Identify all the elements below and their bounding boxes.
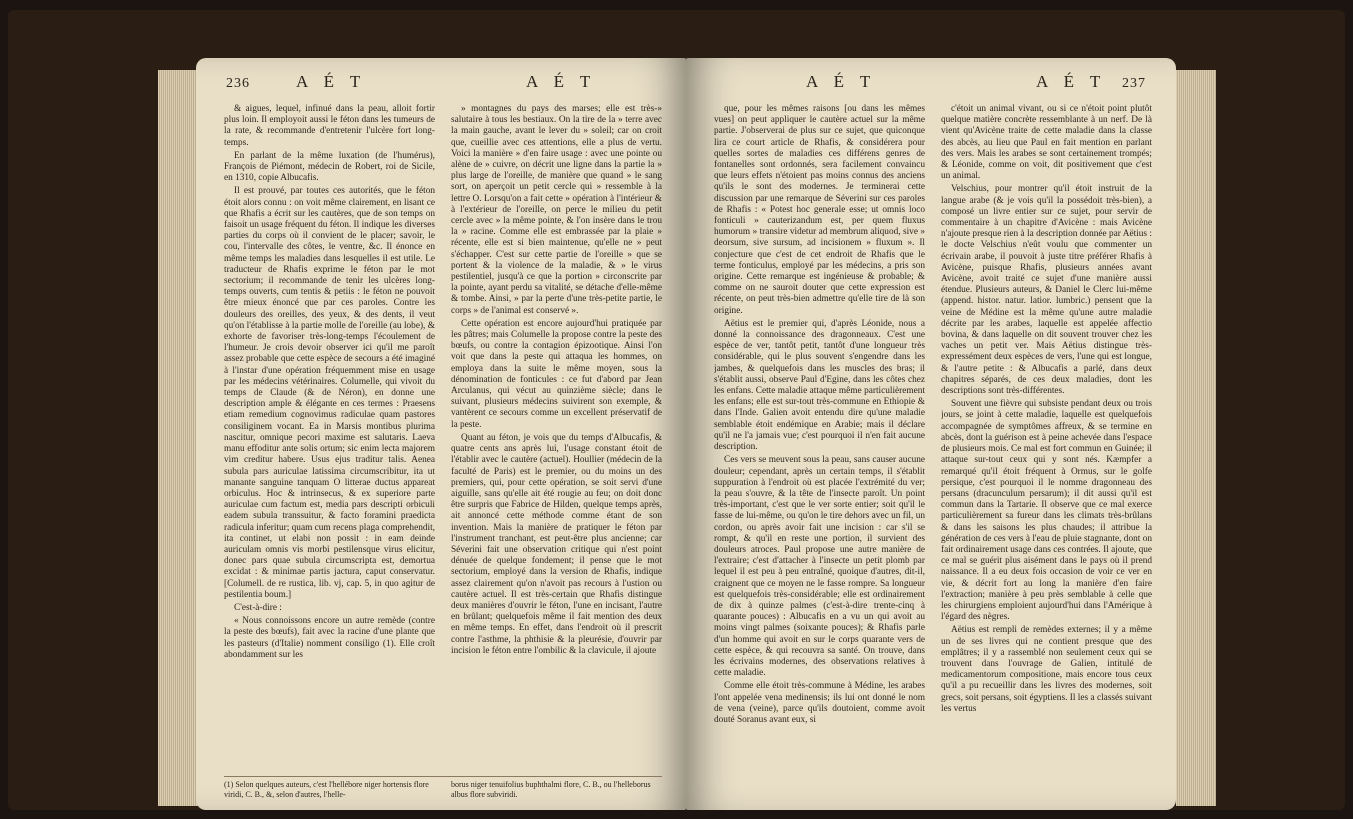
right-running-title-2: A É T (1036, 72, 1107, 91)
left-running-title-2: A É T (526, 72, 597, 91)
right-running-head (716, 72, 1146, 96)
paragraph: Quant au féton, je vois que du temps d'Albucafis, & quatre cents ans après lui, l'usage constant étoit de l'établir avec le cautère (actuel). Houllier (médecin de la faculté de Paris) est le premier, ou du moins un des premiers, qui, pour cette opération, se soit servi d'une aiguille, sans qu'elle ait été rougie au feu; on doit donc être surpris que Fabrice de Hilden, quelque temps après, ait annoncé cette méthode comme étant de son invention. Mais la manière de pratiquer le féton par l'instrument tranchant, est peut-être plus ancienne; car Séverini fait une observation critique qui n'est point dénuée de quelque fondement; il pense que le mot sectorium, employé dans la version de Rhafis, indique assez clairement qu'on n'avoit pas recours à l'ustion ou cautère actuel. Il est très-certain que Rhafis distingue deux manières d'ouvrir le féton, l'une en incisant, l'autre en brûlant; quelquefois même il fait mention des deux en même temps. En effet, dans l'endroit où il prescrit contre l'asthme, la phthisie & la pleurésie, d'ouvrir par incision le féton entre l'ombilic & la clavicule, il ajoute (451, 432, 662, 656)
paragraph: Il est prouvé, par toutes ces autorités, que le féton étoit alors connu : on voit même clairement, en lisant ce que Rhafis a écrit sur les cautères, que de son temps on faisoit un usage fréquent du féton. Il indique les diverses parties du corps où il convient de le placer; savoir, le cou, l'intervalle des côtes, le ventre, &c. Il énonce en même temps les maladies dans lesquelles il est utile. Le traducteur de Rhafis exprime le féton par le mot sectorium; il recommande de tenir les ulcères long-temps ouverts, cum tentis & petiis : le féton ne pouvoit être mieux énoncé que par ces paroles. Contre les douleurs des oreilles, des yeux, & des dents, il veut qu'on l'établisse à la partie molle de l'oreille (au lobe), & exhorte de favoriser très-long-temps l'écoulement de l'humeur. Je crois devoir observer ici qu'il me paroît assez probable que cette espèce de secours a été imaginé à l'instar d'une opération fréquemment mise en usage par les médecins vétérinaires. Columelle, qui vivoit du temps de Claude (& de Néron), en donne une description ample & élégante en ces termes : Praesens etiam remedium cognovimus radiculae quam pastores consiliginem vocant. Ea in Marsis montibus plurima nascitur, omnique pecori maxime est salutaris. Laeva manu effoditur ante solis ortum; sic enim lecta majorem vim creditur habere. Usus ejus traditur talis. Aenea subula pars auriculae latissima circumscribitur, ita ut manante sanguine tanquam O litterae ductus appareat orbiculus. Hoc & intrinsecus, & ex superiore parte auriculae cum factum est, media pars descripti orbiculi eadem subula transsuitur, & facto foramini praedicta radicula inferitur; quam cum recens plaga comprehendit, ita continet, ut elabi non possit : in eam deinde auriculam omnis vis morbi pestilensque virus elicitur, donec pars quae subula circumscripta est, demortua excidat : & minimae partis jactura, caput conservatur. [Columell. de re rustica, lib. vj, cap. 5, in quo agitur de pestilentia boum.] (224, 186, 435, 600)
footnote: borus niger tenuifolius buphthalmi flore, C. B., ou l'helleborus albus flore subviridi. (451, 780, 651, 799)
paragraph: Comme elle étoit très-commune à Médine, les arabes l'ont appelée vena medinensis; ils lui ont donné le nom de vena (veine), parce qu'ils doutoient, comme avoit douté Soranus avant eux, si (714, 681, 925, 725)
left-column-1 (224, 104, 435, 770)
left-page (196, 58, 686, 810)
paragraph: C'est-à-dire : (234, 602, 282, 613)
paragraph: Aëtius est rempli de remèdes externes; il y a même un de ses livres qui ne contient presque que des emplâtres; il y a rassemblé non seulement ceux qui se trouvent dans l'ouvrage de Galien, intitulé de medicamentorum compositione, mais encore tous ceux qu'il a pu recueillir dans les livres des modernes, soit grecs, soit persans, soit égyptiens. Il les a classés suivant les vertus (941, 625, 1152, 714)
left-footnotes (224, 776, 662, 800)
right-page-edges (1176, 70, 1216, 806)
paragraph: Souvent une fièvre qui subsiste pendant deux ou trois jours, se joint à cette maladie, laquelle est quelquefois accompagnée de symptômes affreux, & se termine en abcès, dont la guérison est à peine achevée dans l'espace de plusieurs mois. Ce mal est fort commun en Guinée; il attaque sur-tout ceux qui y sont nés. Kæmpfer a remarqué qu'il étoit fréquent à Ormus, sur le golfe persique, c'est pourquoi il le nomme dragonneau des persans (dracunculum persarum); il dit aussi qu'il est commun dans la Tartarie. Il observe que ce mal exerce particulièrement sa fureur dans les climats très-brûlans & dans les saisons les plus chaudes; il attribue la génération de ces vers à l'eau de pluie stagnante, dont on fait ordinairement usage dans ces contrées. Il ajoute, que ce mal se guérit plus aisément dans le pays où il prend naissance. Il a eu deux fois occasion de voir ce ver en vie, & décrit fort au long la manière d'en faire l'extraction; manière à peu près semblable à celle que les chirurgiens emploient aujourd'hui dans l'Amérique à l'égard des nègres. (941, 399, 1152, 623)
right-page (686, 58, 1176, 810)
paragraph: c'étoit un animal vivant, ou si ce n'étoit point plutôt quelque matière concrète ressemblante à un nerf. De là vient qu'Avicène traite de cette maladie dans la classe des abcès, au lieu que Paul en fait mention en parlant des vers. Mais les arabes se sont certainement trompés; & Léonide, comme on voit, dit positivement que c'est un animal. (941, 104, 1152, 182)
paragraph: En parlant de la même luxation (de l'humérus), François de Piémont, médecin de Robert, roi de Sicile, en 1310, copie Albucafis. (224, 150, 435, 184)
paragraph: « Nous connoissons encore un autre remède (contre la peste des bœufs), fait avec la racine d'une plante que les pasteurs (d'Italie) nomment consiligo (1). Elle croît abondamment sur les (224, 616, 435, 660)
paragraph: Aëtius est le premier qui, d'après Léonide, nous a donné la connoissance des dragonneaux. C'est une espèce de ver, tantôt petit, tantôt d'une longueur très considérable, qui le plus souvent s'engendre dans les jambes, & quelquefois dans les muscles des bras; il s'établit aussi, observe Paul d'Egine, dans les côtes chez les enfans. Cette maladie attaque même particulièrement les enfans; elle est sur-tout très-commune en Ethiopie & dans l'Inde. Galien avoit entendu dire qu'une maladie semblable étoit endémique en Arabie; mais il déclare qu'il ne l'a jamais vue; c'est pourquoi il n'en fait aucune description. (714, 318, 925, 453)
right-running-title-1: A É T (806, 72, 877, 91)
left-running-head (226, 72, 656, 96)
paragraph: & aigues, lequel, infinué dans la peau, alloit fortir plus loin. Il employoit aussi le féton dans les tumeurs de la rate, & recommande d'entretenir l'ulcère fort long-temps. (224, 104, 435, 148)
right-page-number: 237 (1122, 76, 1146, 91)
left-page-number: 236 (226, 76, 250, 91)
footnote: (1) Selon quelques auteurs, c'est l'hellébore niger hortensis flore viridi, C. B., &, selon d'autres, l'helle- (224, 780, 429, 799)
paragraph: Velschius, pour montrer qu'il étoit instruit de la langue arabe (& je vois qu'il la possédoit très-bien), a composé un livre entier sur ce sujet, pour servir de commentaire à un chapitre d'Avicène : mais Avicène n'ajoute presque rien à la description donnée par Aëtius : le docte Velschius n'eût voulu que commenter un écrivain arabe, il pouvoit à juste titre préférer Rhafis à Avicène, puisque Rhafis, plusieurs années avant Avicène, avoit traité ce sujet d'une manière aussi étendue. Plusieurs auteurs, & Daniel le Clerc lui-même (append. histor. natur. latior. lumbric.) pensent que la veine de Médine est la même qu'une autre maladie décrite par les arabes, laquelle est appelée affectio bovina, & dans laquelle on dit souvent trouver chez les vaches un petit ver. Mais Aëtius distingue très-expressément deux espèces de vers, l'une qui est longue, & l'autre petite : & Albucafis a parlé, dans deux chapitres séparés, de ces deux maladies, dont les descriptions sont très-différentes. (941, 184, 1152, 397)
right-columns (714, 104, 1152, 800)
book (8, 10, 1345, 810)
paragraph: que, pour les mêmes raisons [ou dans les mêmes vues] on peut appliquer le cautère actuel sur la même partie. J'observerai de plus sur ce sujet, que quiconque lira ce court article de Rhafis, & considérera pour quelles sortes de maladies ces différens genres de fontanelles sont ordonnés, sera facilement convaincu que leurs effets n'étoient pas moins connus des anciens qu'ils le sont des modernes. Je terminerai cette discussion par une remarque de Séverini sur ces paroles de Rhafis : « Potest hoc generale esse; ut omnis loco fonticuli » cauterizandum est, per quem fluxus humorum » transire videtur ad membrum aliquod, sive » deorsum, sive sursum, ad incisionem » fluxum ». Il conjecture que c'est de cet endroit de Rhafis que le terme fonticulus, employé par les médecins, a pris son origine. Cette remarque est ingénieuse & probable; & comme on ne sauroit douter que cette expression est récente, on peut très-bien admettre qu'elle tire de là son origine. (714, 104, 925, 316)
right-column-1 (714, 104, 925, 800)
left-columns (224, 104, 662, 770)
right-column-2 (941, 104, 1152, 800)
left-column-2 (451, 104, 662, 770)
paragraph: Ces vers se meuvent sous la peau, sans causer aucune douleur; cependant, après un certain temps, il s'établit suppuration à l'endroit où est placée l'extrémité du ver; la peau s'ouvre, & la tête de l'insecte paroît. Un point très-important, c'est que le ver sorte entier; soit qu'il le fasse de lui-même, ou qu'on le tire dehors avec un fil, un cordon, ou après avoir fait une incision : car s'il se rompt, & qu'il en reste une portion, il survient des douleurs atroces. Paul propose une autre manière de l'extraire; c'est d'attacher à l'insecte un petit plomb par lequel il est peu à peu entraîné, quoique d'autres, dit-il, craignent que ce moyen ne le fasse rompre. Sa longueur est quelquefois très-considérable; elle est ordinairement de dix à quinze palmes (c'est-à-dire trente-cinq à quarante pouces) : Albucafis en a vu un qui avoit au moins vingt palmes (soixante pouces); & Rhafis parle d'un homme qui avoit en sur le corps quarante vers de cette espèce, & qui recouvra sa santé. On trouve, dans les écrivains modernes, des observations relatives à cette maladie. (714, 455, 925, 679)
left-running-title-1: A É T (296, 72, 367, 91)
paragraph: Cette opération est encore aujourd'hui pratiquée par les pâtres; mais Columelle la propose contre la peste des bœufs, ou contre la contagion épizootique. Ainsi l'on voit que dans la peste qui attaqua les hommes, on employa dans la suite le même moyen, sous la dénomination de fonticules : ce fut d'abord par Jean Arculanus, qui vécut au quinzième siècle; dans le suivant, plusieurs médecins suivirent son exemple, & vantèrent ce secours comme un excellent préservatif de la peste. (451, 318, 662, 430)
left-page-edges (158, 70, 198, 806)
paragraph: » montagnes du pays des marses; elle est très-» salutaire à tous les bestiaux. On la tire de la » terre avec la main gauche, avant le lever du » soleil; car on croit que, cueillie avec ces attentions, elle a plus de vertu. Voici la manière » d'en faire usage : avec une pointe ou alène de » cuivre, on décrit une ligne dans la partie la » plus large de l'oreille, de manière que quand » le sang sort, on aperçoit un petit cercle qui » ressemble à la lettre O. Lorsqu'on a fait cette » opération à l'intérieur & à l'extérieur de l'oreille, on perce le milieu du petit cercle avec » la même pointe, & l'on insère dans le trou la » racine. Comme elle est embrassée par la plaie » récente, elle est si bien maintenue, qu'elle ne » peut s'échapper. C'est sur cette partie de l'oreille » que se portent & la violence de la maladie, & » le virus pestilentiel, jusqu'à ce que la portion » circonscrite par la pointe, ayant perdu sa vitalité, se détache d'elle-même & tombe. Ainsi, » par la perte d'une très-petite partie, le corps » de l'animal est conservé ». (451, 104, 662, 316)
